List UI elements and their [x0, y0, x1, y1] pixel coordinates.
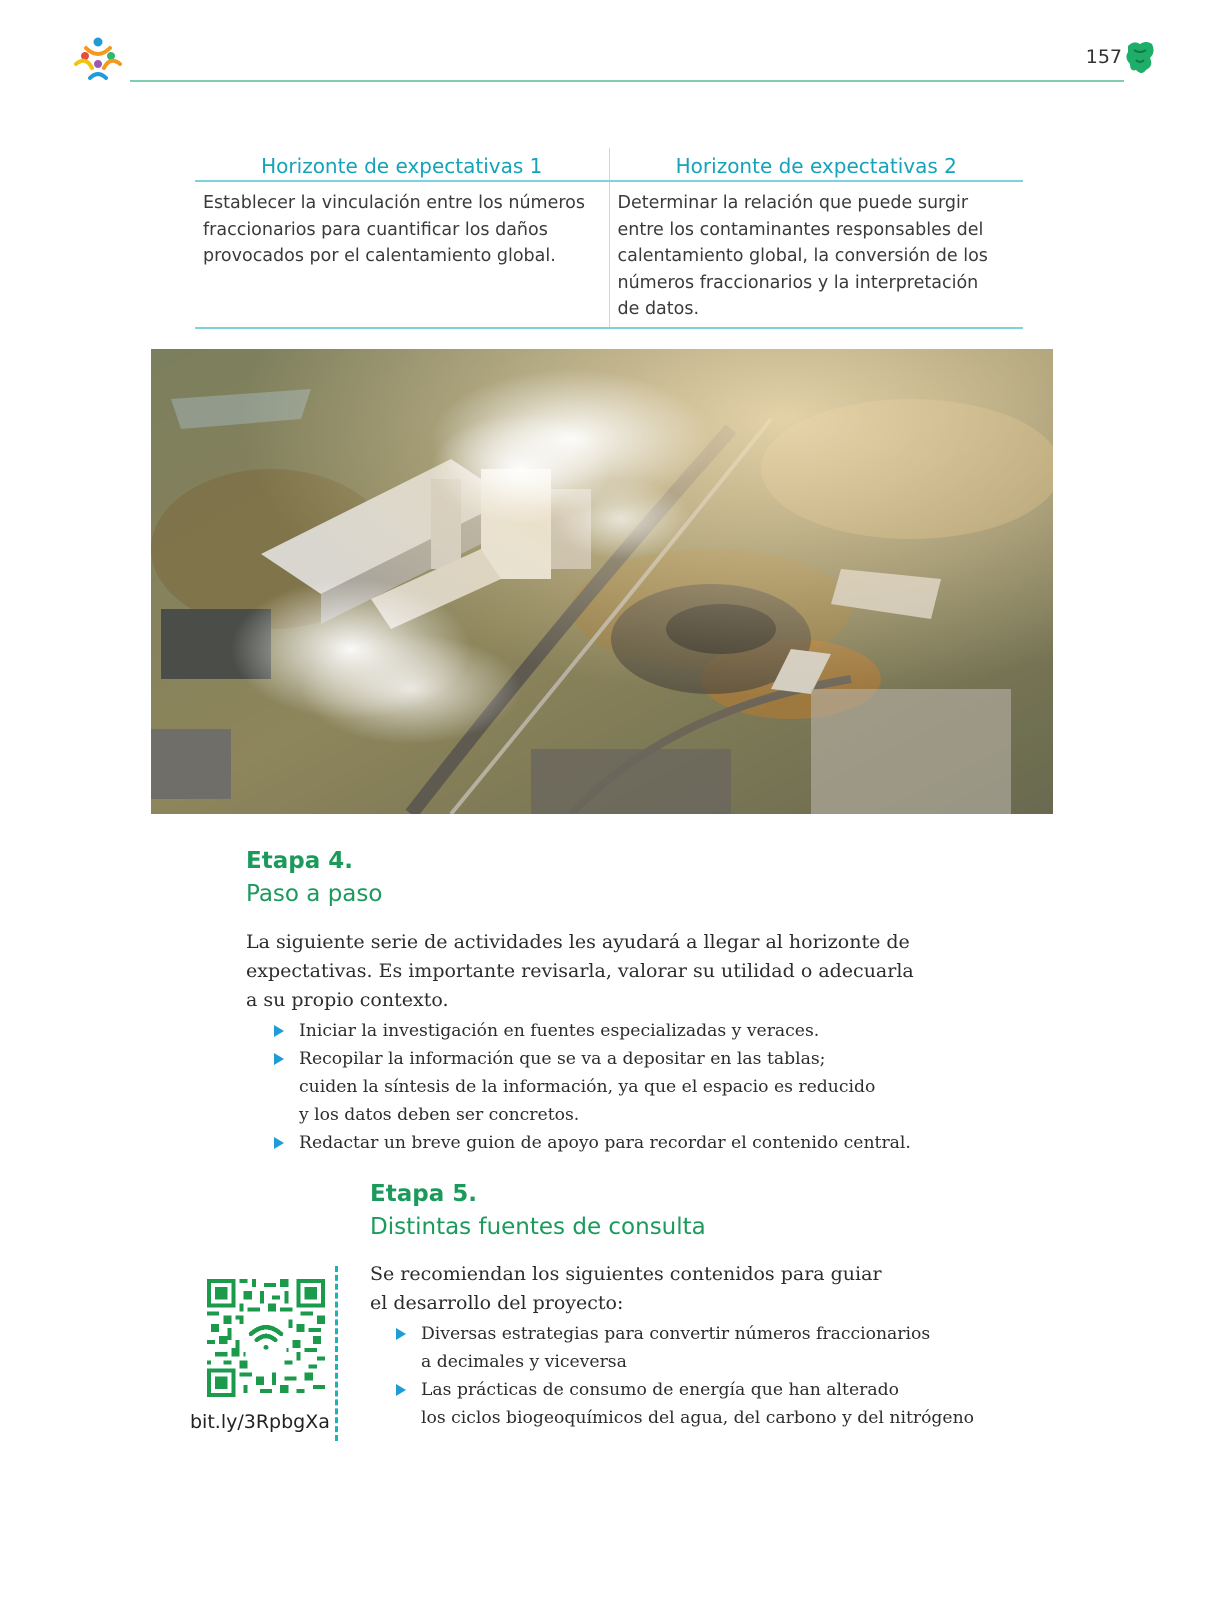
intro-line: el desarrollo del proyecto: — [370, 1292, 624, 1314]
table-cell — [195, 181, 609, 328]
table-row — [195, 181, 1023, 328]
qr-divider — [335, 1266, 338, 1441]
triangle-bullet-icon — [274, 1025, 284, 1037]
triangle-bullet-icon — [274, 1053, 284, 1065]
list-item — [272, 1017, 946, 1045]
list-item-line: y los datos deben ser concretos. — [299, 1105, 580, 1125]
stage4-heading — [246, 845, 382, 911]
intro-line: a su propio contexto. — [246, 989, 449, 1011]
intro-line: La siguiente serie de actividades les ayudará a llegar al horizonte de — [246, 931, 910, 953]
list-item-line: Iniciar la investigación en fuentes especializadas y veraces. — [299, 1021, 820, 1041]
list-item-line: a decimales y viceversa — [421, 1352, 627, 1372]
green-map-icon — [1124, 40, 1156, 76]
qr-code[interactable] — [207, 1279, 325, 1397]
industrial-plant-photo — [151, 349, 1053, 814]
cell-line: de datos. — [617, 299, 700, 319]
list-item-line: Diversas estrategias para convertir números fraccionarios — [421, 1324, 931, 1344]
cell-line: fraccionarios para cuantificar los daños — [203, 219, 548, 240]
header-rule — [130, 80, 1124, 82]
stage4-bullet-list — [272, 1017, 946, 1157]
cell-line: calentamiento global, la conversión de los — [617, 246, 988, 266]
stage4-intro — [246, 928, 946, 1015]
cell-line: Establecer la vinculación entre los números — [203, 193, 585, 213]
expectations-table — [195, 148, 1023, 329]
table-header-row — [195, 148, 1023, 181]
stage4-title: Paso a paso — [246, 881, 383, 907]
triangle-bullet-icon — [396, 1384, 406, 1396]
list-item — [394, 1320, 990, 1376]
table-cell — [609, 181, 1023, 328]
list-item-line: los ciclos biogeoquímicos del agua, del carbono y del nitrógeno — [421, 1408, 975, 1428]
table-header: Horizonte de expectativas 2 — [609, 148, 1023, 181]
stage4-body — [246, 928, 946, 1157]
list-item-line: Las prácticas de consumo de energía que han alterado — [421, 1380, 899, 1400]
list-item — [272, 1045, 946, 1129]
stage5-intro — [370, 1260, 990, 1318]
list-item-line: Recopilar la información que se va a depositar en las tablas; — [299, 1049, 826, 1069]
stage5-heading — [370, 1178, 706, 1244]
list-item — [394, 1376, 990, 1432]
logo-icon — [72, 34, 124, 86]
cell-line: entre los contaminantes responsables del — [617, 219, 984, 240]
cell-line: números fraccionarios y la interpretación — [617, 272, 979, 293]
qr-short-link[interactable]: bit.ly/3RpbgXa — [190, 1411, 330, 1433]
stage5-bullet-list — [394, 1320, 990, 1432]
triangle-bullet-icon — [274, 1137, 284, 1149]
page-number: 157 — [1085, 46, 1122, 68]
stage5-body — [370, 1260, 990, 1432]
cell-line: provocados por el calentamiento global. — [203, 246, 556, 266]
list-item — [272, 1129, 946, 1157]
cell-line: Determinar la relación que puede surgir — [617, 193, 969, 213]
list-item-line: Redactar un breve guion de apoyo para recordar el contenido central. — [299, 1133, 911, 1153]
list-item-line: cuiden la síntesis de la información, ya que el espacio es reducido — [299, 1077, 876, 1097]
intro-line: expectativas. Es importante revisarla, valorar su utilidad o adecuarla — [246, 960, 914, 982]
stage4-number: Etapa 4. — [246, 848, 353, 874]
table-header: Horizonte de expectativas 1 — [195, 148, 609, 181]
triangle-bullet-icon — [396, 1328, 406, 1340]
intro-line: Se recomiendan los siguientes contenidos para guiar — [370, 1263, 882, 1285]
stage5-number: Etapa 5. — [370, 1181, 477, 1207]
stage5-title: Distintas fuentes de consulta — [370, 1214, 706, 1240]
